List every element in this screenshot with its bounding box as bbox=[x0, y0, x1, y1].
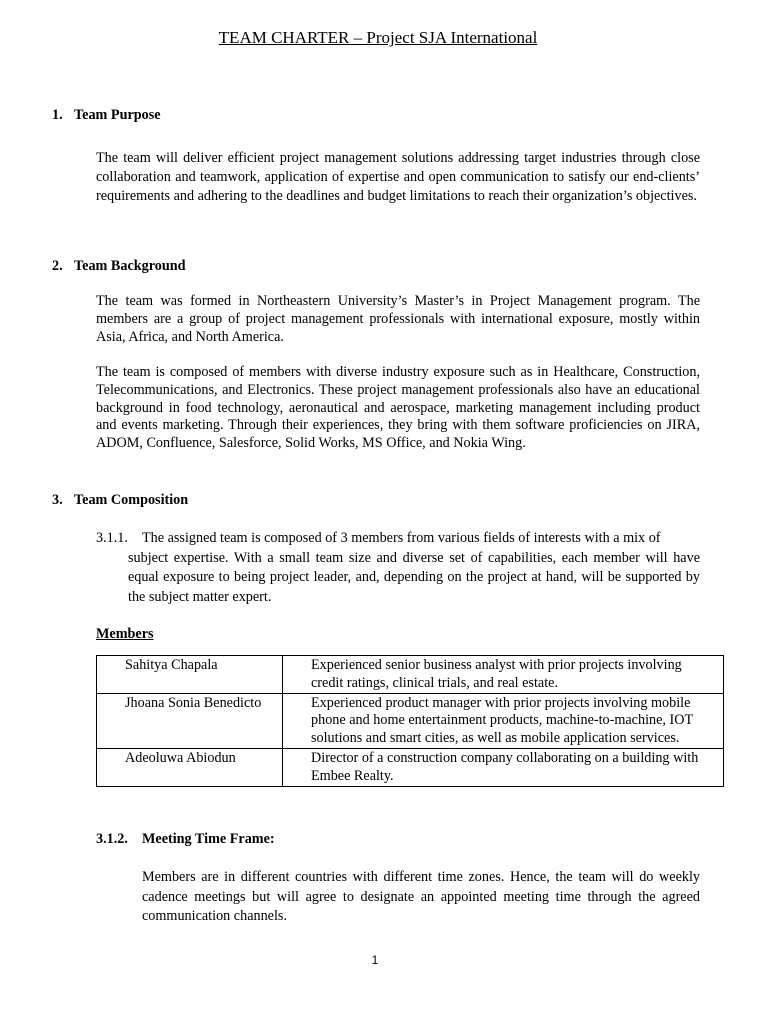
member-description: Experienced senior business analyst with prior projects involving credit ratings, clinical trials, and real estate. bbox=[283, 656, 724, 694]
section-heading-team-purpose bbox=[52, 107, 161, 124]
table-row bbox=[97, 693, 724, 748]
team-background-paragraph-2: The team is composed of members with diverse industry exposure such as in Healthcare, Construction, Telecommunications, and Electronics. These project management professionals also have an educational background in food technology, aeronautical and aerospace, marketing management including product and events marketing. Through their experiences, they bring with them software proficiencies on JIRA, ADOM, Confluence, Salesforce, Solid Works, MS Office, and Nokia Wing. bbox=[96, 364, 700, 452]
members-table bbox=[96, 655, 724, 787]
section-title: Team Background bbox=[74, 258, 186, 274]
member-description: Experienced product manager with prior projects involving mobile phone and home entertainment products, machine-to-machine, IOT solutions and smart cities, as well as mobile application services. bbox=[283, 693, 724, 748]
subsection-first-line: The assigned team is composed of 3 members from various fields of interests with a mix of bbox=[142, 530, 661, 546]
team-purpose-paragraph: The team will deliver efficient project management solutions addressing target industries through close collaboration and teamwork, application of expertise and open communication to satisfy our end-clients’ requirements and adhering to the deadlines and budget limitations to reach their organization’s objectives. bbox=[96, 150, 700, 204]
member-description: Director of a construction company collaborating on a building with Embee Realty. bbox=[283, 748, 724, 786]
table-row bbox=[97, 748, 724, 786]
section-heading-team-composition bbox=[52, 492, 188, 509]
member-name: Sahitya Chapala bbox=[97, 656, 283, 694]
subsection-3-1-2-heading bbox=[96, 831, 275, 848]
subsection-title: Meeting Time Frame: bbox=[142, 831, 275, 847]
subsection-number: 3.1.2. bbox=[96, 831, 128, 847]
member-name: Adeoluwa Abiodun bbox=[97, 748, 283, 786]
members-label: Members bbox=[96, 626, 154, 642]
section-number: 1. bbox=[52, 107, 63, 123]
meeting-time-frame-paragraph: Members are in different countries with different time zones. Hence, the team will do weekly cadence meetings but will agree to designate an appointed meeting time through the agreed communication channels. bbox=[142, 869, 700, 924]
document-title: TEAM CHARTER – Project SJA International bbox=[218, 28, 538, 47]
member-name: Jhoana Sonia Benedicto bbox=[97, 693, 283, 748]
section-number: 3. bbox=[52, 492, 63, 508]
team-background-paragraph-1: The team was formed in Northeastern University’s Master’s in Project Management program. The members are a group of project management professionals with international exposure, mostly within Asia, Africa, and North America. bbox=[96, 293, 700, 345]
table-row bbox=[97, 656, 724, 694]
subsection-text: subject expertise. With a small team size and diverse set of capabilities, each member will have equal exposure to being project leader, and, depending on the project at hand, will be supported by the subject matter expert. bbox=[128, 549, 700, 605]
section-heading-team-background bbox=[52, 258, 186, 275]
section-title: Team Purpose bbox=[74, 107, 161, 123]
section-number: 2. bbox=[52, 258, 63, 274]
section-title: Team Composition bbox=[74, 492, 189, 508]
subsection-3-1-1 bbox=[96, 529, 700, 607]
subsection-number: 3.1.1. bbox=[96, 530, 128, 546]
page-number: 1 bbox=[371, 953, 379, 967]
